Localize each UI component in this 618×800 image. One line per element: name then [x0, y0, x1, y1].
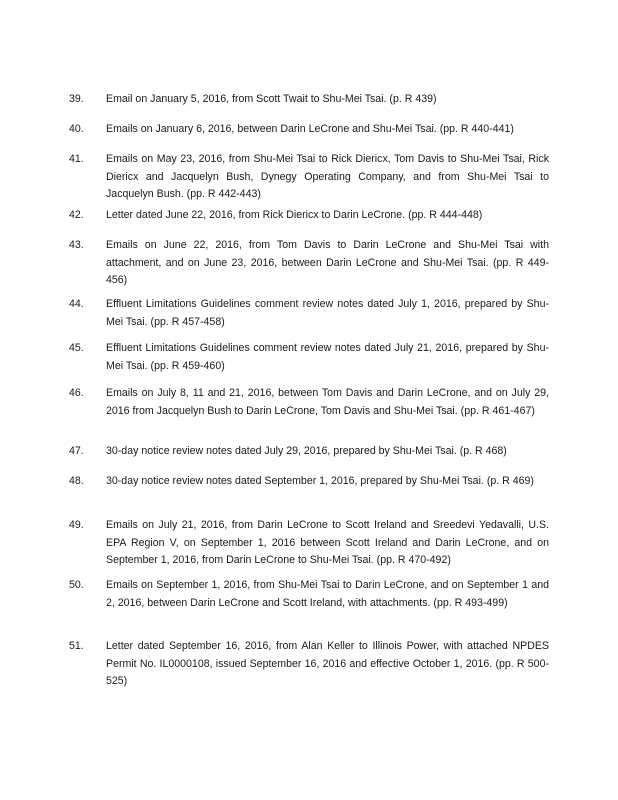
- list-item: [69, 385, 549, 420]
- item-text: Emails on July 8, 11 and 21, 2016, between Tom Davis and Darin LeCrone, and on July 29, 2016 from Jacquelyn Bush to Darin LeCrone, Tom Davis and Shu-Mei Tsai. (pp. R 461-467): [106, 387, 549, 417]
- item-number: 48.: [69, 475, 84, 487]
- item-text: Emails on September 1, 2016, from Shu-Mei Tsai to Darin LeCrone, and on September 1 and 2, 2016, between Darin LeCrone and Scott Ireland, with attachments. (pp. R 493-499): [106, 579, 549, 609]
- list-item: [69, 517, 549, 570]
- list-item: [69, 577, 549, 612]
- item-number: 46.: [69, 387, 84, 399]
- item-text: Letter dated June 22, 2016, from Rick Diericx to Darin LeCrone. (pp. R 444-448): [106, 209, 483, 221]
- item-number: 39.: [69, 93, 84, 105]
- item-text: Emails on June 22, 2016, from Tom Davis to Darin LeCrone and Shu-Mei Tsai with attachment, and on June 23, 2016, between Darin LeCrone and Shu-Mei Tsai. (pp. R 449-456): [106, 239, 549, 286]
- item-text: Effluent Limitations Guidelines comment review notes dated July 1, 2016, prepared by Shu-Mei Tsai. (pp. R 457-458): [106, 298, 549, 328]
- item-number: 44.: [69, 298, 84, 310]
- item-number: 42.: [69, 209, 84, 221]
- item-number: 51.: [69, 640, 84, 652]
- list-item: [69, 237, 549, 290]
- item-number: 50.: [69, 579, 84, 591]
- list-item: [69, 638, 549, 691]
- item-text: Email on January 5, 2016, from Scott Twait to Shu-Mei Tsai. (p. R 439): [106, 93, 437, 105]
- item-text: Emails on January 6, 2016, between Darin LeCrone and Shu-Mei Tsai. (pp. R 440-441): [106, 123, 514, 135]
- item-number: 47.: [69, 445, 84, 457]
- item-text: Emails on May 23, 2016, from Shu-Mei Tsai to Rick Diericx, Tom Davis to Shu-Mei Tsai, Rick Diericx and Jacquelyn Bush, Dynegy Operating Company, and from Shu-Mei Tsai to Jacquelyn Bush. (pp. R 442-443): [106, 153, 549, 200]
- item-number: 45.: [69, 342, 84, 354]
- list-item: [69, 340, 549, 375]
- item-text: 30-day notice review notes dated September 1, 2016, prepared by Shu-Mei Tsai. (p. R 469): [106, 475, 534, 487]
- item-text: Letter dated September 16, 2016, from Alan Keller to Illinois Power, with attached NPDES Permit No. IL0000108, issued September 16, 2016 and effective October 1, 2016. (pp. R 500-525): [106, 640, 549, 687]
- item-number: 40.: [69, 123, 84, 135]
- item-number: 41.: [69, 153, 84, 165]
- list-item: [69, 296, 549, 331]
- item-number: 49.: [69, 519, 84, 531]
- list-item: [69, 207, 549, 225]
- item-text: Emails on July 21, 2016, from Darin LeCrone to Scott Ireland and Sreedevi Yedavalli, U.S. EPA Region V, on September 1, 2016 between Scott Ireland and Darin LeCrone, and on September 1, 2016, from Darin LeCrone to Shu-Mei Tsai. (pp. R 470-492): [106, 519, 549, 566]
- item-text: 30-day notice review notes dated July 29, 2016, prepared by Shu-Mei Tsai. (p. R 468): [106, 445, 507, 457]
- list-item: [69, 443, 549, 461]
- list-item: [69, 121, 549, 139]
- list-item: [69, 151, 549, 204]
- item-number: 43.: [69, 239, 84, 251]
- list-item: [69, 91, 549, 109]
- item-text: Effluent Limitations Guidelines comment review notes dated July 21, 2016, prepared by Shu-Mei Tsai. (pp. R 459-460): [106, 342, 549, 372]
- list-item: [69, 473, 549, 491]
